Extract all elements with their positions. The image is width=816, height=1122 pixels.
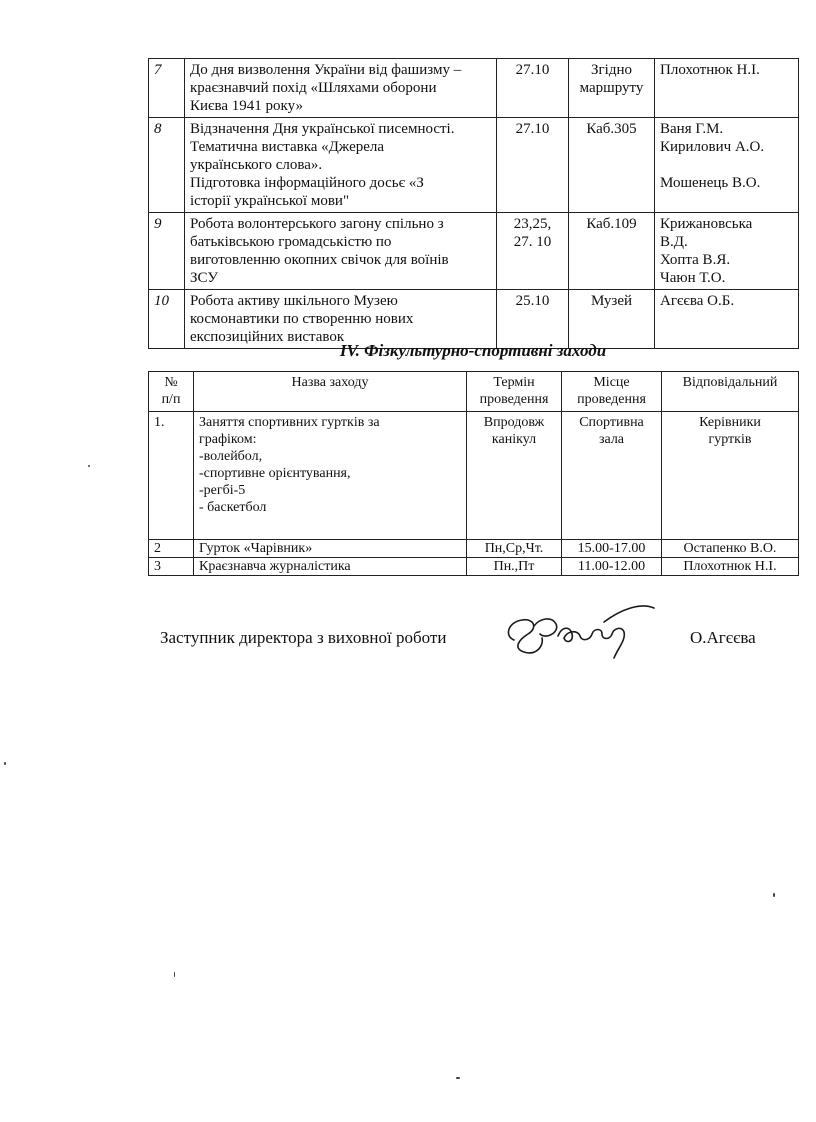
- event-cell: [185, 59, 497, 118]
- text-line: гуртків: [708, 432, 752, 447]
- text-line: №: [164, 375, 178, 390]
- text-line: -волейбол,: [199, 449, 263, 464]
- text-line: В.Д.: [660, 234, 688, 250]
- text-line: проведення: [577, 392, 646, 407]
- text-line: Згідно: [591, 62, 632, 78]
- text-line: зала: [598, 432, 625, 447]
- place-cell: [569, 290, 655, 349]
- row-number: 10: [149, 290, 185, 349]
- section-title: IV. Фізкультурно-спортивні заходи: [339, 341, 607, 360]
- scan-speck: [773, 893, 775, 897]
- responsible-cell: Плохотнюк Н.І.: [662, 558, 799, 576]
- text-line: -спортивне орієнтування,: [199, 466, 351, 481]
- text-line: Термін: [493, 375, 535, 390]
- table-row: [149, 412, 799, 540]
- row-number: 9: [149, 213, 185, 290]
- responsible-cell: [662, 412, 799, 540]
- row-number: 8: [149, 118, 185, 213]
- text-line: Спортивна: [579, 415, 644, 430]
- responsible-cell: [655, 213, 799, 290]
- column-header-number: [149, 372, 194, 412]
- event-cell: [185, 290, 497, 349]
- text-line: Мошенець В.О.: [660, 175, 761, 191]
- text-line: Хопта В.Я.: [660, 252, 731, 268]
- date-cell: [497, 213, 569, 290]
- row-number: 2: [149, 540, 194, 558]
- place-cell: 11.00-12.00: [562, 558, 662, 576]
- table-row: [149, 118, 799, 213]
- text-line: 23,25,: [513, 216, 552, 232]
- table-row: [149, 540, 799, 558]
- table-row: [149, 59, 799, 118]
- event-cell: [185, 213, 497, 290]
- text-line: краєзнавчий похід «Шляхами оборони: [190, 80, 437, 96]
- row-number: 7: [149, 59, 185, 118]
- text-line: Впродовж: [483, 415, 545, 430]
- place-cell: [569, 59, 655, 118]
- text-line: виготовленню окопних свічок для воїнів: [190, 252, 449, 268]
- signatory-role: Заступник директора з виховної роботи: [160, 628, 447, 647]
- scan-speck: [456, 1077, 460, 1079]
- table-row: [149, 290, 799, 349]
- handwritten-signature: [500, 596, 670, 666]
- table-row: [149, 213, 799, 290]
- row-number: 1.: [149, 412, 194, 540]
- column-header-term: [467, 372, 562, 412]
- scan-speck: [174, 972, 175, 977]
- table-header-row: [149, 372, 799, 412]
- date-cell: 25.10: [497, 290, 569, 349]
- text-line: Агєєва О.Б.: [660, 293, 735, 309]
- text-line: Місце: [593, 375, 630, 390]
- text-line: графіком:: [199, 432, 257, 447]
- text-line: канікул: [491, 432, 537, 447]
- text-line: Чаюн Т.О.: [660, 270, 726, 286]
- event-cell: Краєзнавча журналістика: [194, 558, 467, 576]
- text-line: проведення: [479, 392, 549, 407]
- text-line: 27. 10: [513, 234, 552, 250]
- text-line: Каб.109: [586, 216, 637, 232]
- event-cell: Гурток «Чарівник»: [194, 540, 467, 558]
- place-cell: [569, 118, 655, 213]
- activities-table-continuation: [148, 58, 799, 349]
- text-line: - баскетбол: [199, 500, 267, 515]
- text-line: ЗСУ: [190, 270, 218, 286]
- responsible-cell: [655, 59, 799, 118]
- text-line: Підготовка інформаційного досьє «З: [190, 175, 424, 191]
- place-cell: [562, 412, 662, 540]
- text-line: маршруту: [579, 80, 644, 96]
- column-header-event: Назва заходу: [194, 372, 467, 412]
- text-line: Музей: [590, 293, 633, 309]
- text-line: експозиційних виставок: [190, 329, 345, 345]
- text-line: батьківською громадськістю по: [190, 234, 392, 250]
- text-line: Керівники: [699, 415, 761, 430]
- text-line: українського слова».: [190, 157, 323, 173]
- term-cell: Пн.,Пт: [467, 558, 562, 576]
- text-line: Тематична виставка «Джерела: [190, 139, 385, 155]
- text-line: До дня визволення України від фашизму –: [190, 62, 462, 78]
- text-line: Крижановська: [660, 216, 753, 232]
- sports-activities-table: [148, 371, 799, 576]
- text-line: Кирилович А.О.: [660, 139, 765, 155]
- term-cell: Пн,Ср,Чт.: [467, 540, 562, 558]
- text-line: космонавтики по створенню нових: [190, 311, 414, 327]
- row-number: 3: [149, 558, 194, 576]
- text-line: Каб.305: [586, 121, 637, 137]
- scan-speck: [88, 465, 90, 467]
- scan-speck: [4, 762, 6, 765]
- table-row: [149, 558, 799, 576]
- text-line: Заняття спортивних гуртків за: [199, 415, 380, 430]
- text-line: п/п: [161, 392, 181, 407]
- place-cell: [569, 213, 655, 290]
- text-line: Робота волонтерського загону спільно з: [190, 216, 444, 232]
- term-cell: [467, 412, 562, 540]
- responsible-cell: [655, 290, 799, 349]
- text-line: Ваня Г.М.: [660, 121, 724, 137]
- text-line: Відзначення Дня української писемності.: [190, 121, 455, 137]
- place-cell: 15.00-17.00: [562, 540, 662, 558]
- responsible-cell: Остапенко В.О.: [662, 540, 799, 558]
- column-header-place: [562, 372, 662, 412]
- text-line: -регбі-5: [199, 483, 246, 498]
- event-cell: [185, 118, 497, 213]
- event-cell: [194, 412, 467, 540]
- signatory-name: О.Агєєва: [690, 628, 756, 647]
- text-line: історії української мови": [190, 193, 350, 209]
- date-cell: 27.10: [497, 118, 569, 213]
- text-line: Плохотнюк Н.І.: [660, 62, 760, 78]
- column-header-responsible: Відповідальний: [662, 372, 799, 412]
- text-line: Робота активу шкільного Музею: [190, 293, 398, 309]
- responsible-cell: [655, 118, 799, 213]
- text-line: Києва 1941 року»: [190, 98, 303, 114]
- date-cell: 27.10: [497, 59, 569, 118]
